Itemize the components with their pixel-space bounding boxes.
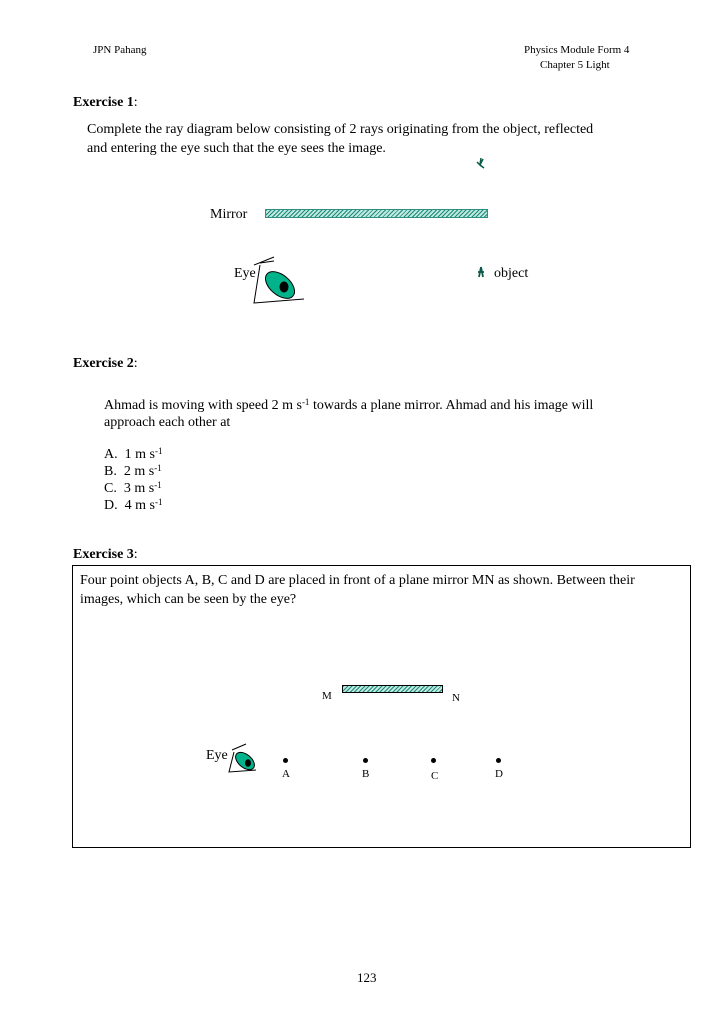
exercise2-option-a	[104, 446, 162, 463]
exercise2-title-colon: :	[133, 356, 138, 371]
exercise3-mirror	[342, 685, 443, 693]
exercise2-question-line2: approach each other at	[104, 415, 231, 430]
option-letter: A.	[104, 447, 118, 462]
exercise1-title	[73, 95, 138, 111]
exercise3-point-a-dot	[283, 758, 288, 763]
exercise2-title-text: Exercise 2	[73, 356, 134, 371]
option-sup: -1	[154, 497, 163, 507]
option-sup: -1	[154, 446, 163, 456]
header-right-title: Physics Module Form 4	[524, 44, 630, 56]
exercise3-title-text: Exercise 3	[73, 547, 134, 562]
exercise2-option-c	[104, 480, 162, 497]
image-star-marker	[474, 156, 488, 170]
exercise3-text-line2: images, which can be seen by the eye?	[80, 592, 297, 607]
exercise1-mirror-label: Mirror	[210, 207, 248, 222]
exercise1-mirror	[265, 209, 488, 218]
exercise1-eye-label: Eye	[234, 266, 256, 281]
header-right-chapter: Chapter 5 Light	[540, 59, 610, 71]
exercise3-eye-icon	[226, 742, 262, 776]
exercise3-point-a-label: A	[282, 768, 290, 780]
option-letter: B.	[104, 464, 117, 479]
exercise1-eye-icon	[250, 255, 310, 307]
exercise1-title-colon: :	[133, 95, 138, 110]
exercise2-question-part1: Ahmad is moving with speed 2 m s	[104, 398, 302, 413]
exercise2-option-b	[104, 463, 162, 480]
exercise3-mirror-label-m: M	[322, 690, 332, 702]
exercise2-question-sup: -1	[301, 397, 310, 407]
option-letter: C.	[104, 481, 117, 496]
exercise3-point-d-label: D	[495, 768, 503, 780]
option-value: 4 m s	[124, 498, 155, 513]
exercise3-point-c-dot	[431, 758, 436, 763]
option-value: 3 m s	[123, 481, 155, 496]
exercise3-text-line1: Four point objects A, B, C and D are placed in front of a plane mirror MN as shown. Between their	[80, 573, 635, 588]
option-sup: -1	[154, 463, 162, 473]
exercise3-title-colon: :	[133, 547, 138, 562]
option-sup: -1	[154, 480, 162, 490]
option-value: 2 m s	[123, 464, 155, 479]
exercise1-object-label: object	[494, 266, 529, 281]
page-number: 123	[357, 970, 377, 985]
exercise3-title	[73, 547, 138, 563]
exercise2-title	[73, 356, 138, 372]
exercise3-point-c-label: C	[431, 770, 439, 782]
exercise3-point-b-label: B	[362, 768, 370, 780]
exercise1-text-line2: and entering the eye such that the eye sees the image.	[87, 141, 386, 156]
exercise3-point-d-dot	[496, 758, 501, 763]
exercise2-option-d	[104, 497, 162, 514]
exercise1-text-line1: Complete the ray diagram below consisting of 2 rays originating from the object, reflected	[87, 122, 594, 137]
exercise2-question-part2: towards a plane mirror. Ahmad and his image will	[309, 398, 594, 413]
header-left: JPN Pahang	[93, 44, 147, 56]
exercise3-point-b-dot	[363, 758, 368, 763]
option-letter: D.	[104, 498, 118, 513]
option-value: 1 m s	[124, 447, 155, 462]
exercise3-mirror-label-n: N	[452, 692, 460, 704]
exercise1-title-text: Exercise 1	[73, 95, 134, 110]
exercise1-object-icon	[474, 265, 488, 279]
exercise3-eye-label: Eye	[206, 748, 228, 763]
